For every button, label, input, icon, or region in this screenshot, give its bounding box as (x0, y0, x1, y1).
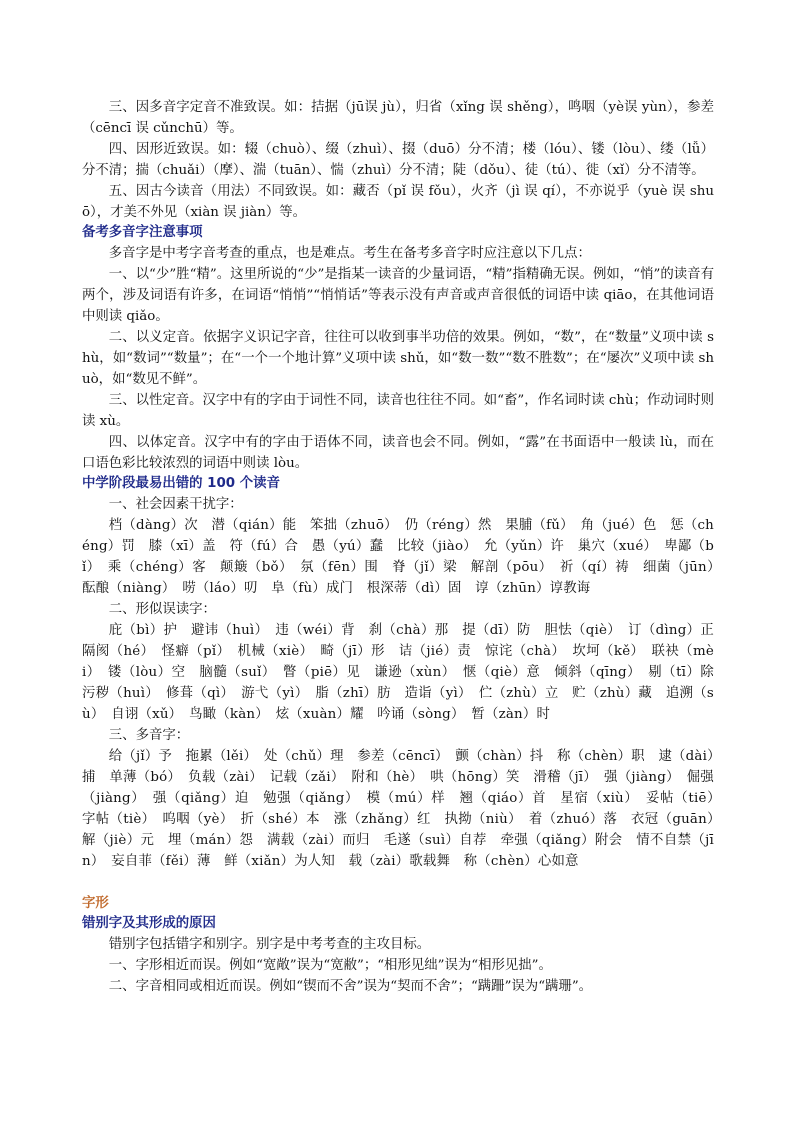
heading-polyphone-notes: 备考多音字注意事项 (82, 225, 203, 240)
word-list-shape: 庇（bì）护 避讳（huì） 违（wéi）背 刹（chà）那 提（dī）防 胆怯（qiè） 订（dìng）正 隔阂（hé） 怪癖（pǐ） 机械（xiè） 畸（jī）形 诘（jié）责 惊诧（chà） 坎坷（kě） 联袂（mèi） 镂（lòu）空 脑髓（suǐ） 瞥（piē）见 谦逊（xùn） 惬（qiè）意 倾斜（qīng） 剔（tī）除 污秽（huì） 修葺（qì） 游弋（yì） 脂（zhī）肪 造诣（yì） 伫（zhù）立 贮（zhù）藏 追溯（sù） 自诩（xǔ） 鸟瞰（kàn） 炫（xuàn）耀 吟诵（sòng） 暂（zàn）时 (82, 623, 728, 722)
paragraph-polyphone-intro: 多音字是中考字音考查的重点，也是难点。考生在备考多音字时应注意以下几点： (108, 246, 591, 261)
paragraph-polyphone-1: 一、以“少”胜“精”。这里所说的“少”是指某一读音的少量词语，“精”指精确无误。例如，“悄”的读音有两个，涉及词语有许多，在词语“悄悄”“悄悄话”等表示没有声音或声音很低的词语中读 qiāo，在其他词语中则读 qiǎo。 (82, 267, 714, 324)
heading-top100: 中学阶段最易出错的 100 个读音 (82, 476, 280, 491)
heading-wrong-chars: 错别字及其形成的原因 (82, 916, 216, 931)
paragraph-wrong-2: 二、字音相同或相近而误。例如“锲而不舍”误为“契而不舍”；“蹒跚”误为“蹒珊”。 (108, 979, 593, 994)
paragraph-polyphone-error: 三、因多音字定音不准致误。如：拮据（jū误 jù），归省（xǐng 误 shěng），鸣咽（yè误 yùn），参差（cēncī 误 cǔnchū）等。 (82, 100, 714, 136)
section-spacer (82, 872, 714, 894)
paragraph-polyphone-4: 四、以体定音。汉字中有的字由于语体不同，读音也会不同。例如，“露”在书面语中一般读 lù，而在口语色彩比较浓烈的词语中则读 lòu。 (82, 435, 714, 471)
paragraph-polyphone-3: 三、以性定音。汉字中有的字由于词性不同，读音也往往不同。如“畜”，作名词时读 chù；作动词时则读 xù。 (82, 393, 714, 429)
subheading-social: 一、社会因素干扰字： (108, 497, 243, 512)
word-list-social: 档（dàng）次 潜（qián）能 笨拙（zhuō） 仍（réng）然 果脯（fǔ） 角（jué）色 惩（chéng）罚 膝（xī）盖 符（fú）合 愚（yú）蠢 比较（jiào） 允（yǔn）许 巢穴（xué） 卑鄙（bǐ） 乘（chéng）客 颠簸（bǒ） 氛（fēn）围 脊（jǐ）梁 解剖（pōu） 祈（qí）祷 细菌（jūn） 酝酿（niàng） 唠（láo）叨 阜（fù）成门 根深蒂（dì）固 谆（zhūn）谆教诲 (82, 518, 728, 596)
paragraph-wrong-intro: 错别字包括错字和别字。别字是中考考查的主攻目标。 (108, 937, 431, 952)
heading-glyph: 字形 (82, 896, 109, 911)
paragraph-polyphone-2: 二、以义定音。依据字义识记字音，往往可以收到事半功倍的效果。例如，“数”，在“数量”义项中读 shù，如“数词”“数量”；在“一个一个地计算”义项中读 shǔ，如“数一数”“数不胜数”；在“屡次”义项中读 shuò，如“数见不鲜”。 (82, 330, 714, 387)
document-page (82, 97, 728, 997)
paragraph-wrong-1: 一、字形相近而误。例如“宽敞”误为“宽敝”；“相形见绌”误为“相形见拙”。 (108, 958, 552, 973)
subheading-shape: 二、形似误读字： (108, 602, 216, 617)
subheading-polyphone: 三、多音字： (108, 728, 190, 743)
paragraph-shape-error: 四、因形近致误。如：辍（chuò）、缀（zhuì）、掇（duō）分不清；楼（lóu）、镂（lòu）、缕（lǚ）分不清；揣（chuǎi）（摩）、湍（tuān）、惴（zhuì）分不清；陡（dǒu）、徒（tú）、徙（xǐ）分不清等。 (82, 142, 714, 178)
word-list-polyphone: 给（jǐ）予 拖累（lěi） 处（chǔ）理 参差（cēncī） 颤（chàn）抖 称（chèn）职 逮（dài）捕 单薄（bó） 负载（zài） 记载（zǎi） 附和（hè） 哄（hōng）笑 滑稽（jī） 强（jiàng） 倔强（jiàng） 强（qiǎng）迫 勉强（qiǎng） 模（mú）样 翘（qiáo）首 星宿（xiù） 妥帖（tiē） 字帖（tiè） 呜咽（yè） 折（shé）本 涨（zhǎng）红 执拗（niù） 着（zhuó）落 衣冠（guān） 解（jiè）元 埋（mán）怨 满载（zài）而归 毛遂（suì）自荐 牵强（qiǎng）附会 情不自禁（jīn） 妄自菲（fěi）薄 鲜（xiǎn）为人知 载（zài）歌载舞 称（chèn）心如意 (82, 749, 728, 869)
paragraph-ancient-error: 五、因古今读音（用法）不同致误。如：藏否（pǐ 误 fǒu），火齐（jì 误 qí），不亦说乎（yuè 误 shuō），才美不外见（xiàn 误 jiàn）等。 (82, 184, 714, 220)
